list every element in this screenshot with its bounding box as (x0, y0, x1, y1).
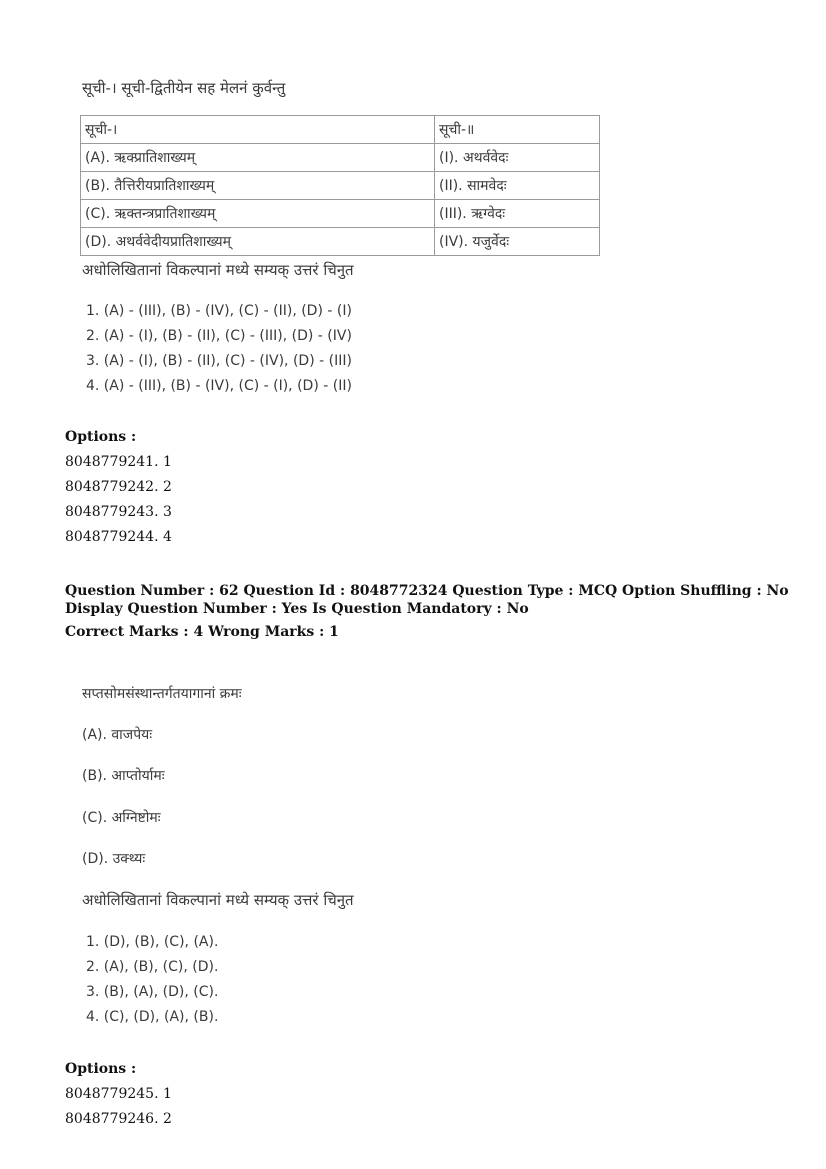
choice-item: 2. (A), (B), (C), (D). (86, 959, 219, 975)
option-item: 8048779242. 2 (65, 479, 172, 495)
question-2-instruction: अधोलिखितानां विकल्पानां मध्ये सम्यक् उत्तरं चिनुत (82, 891, 354, 909)
question-2-options (65, 1082, 172, 1132)
match-table (80, 115, 600, 256)
choice-item: 4. (A) - (III), (B) - (IV), (C) - (I), (D) - (II) (86, 378, 352, 394)
question-2-item-c: (C). अग्निष्टोमः (82, 810, 161, 826)
question-2-item-b: (B). आप्तोर्यामः (82, 768, 165, 784)
option-item: 8048779246. 2 (65, 1111, 172, 1127)
option-item: 8048779241. 1 (65, 454, 172, 470)
question-2-item-a: (A). वाजपेयः (82, 727, 153, 743)
question-2-meta-line-3: Correct Marks : 4 Wrong Marks : 1 (65, 624, 339, 640)
table-cell: (IV). यजुर्वेदः (435, 228, 600, 256)
question-1-options-label: Options : (65, 429, 137, 445)
choice-item: 2. (A) - (I), (B) - (II), (C) - (III), (D) - (IV) (86, 328, 352, 344)
table-header-row (81, 116, 600, 144)
table-row (81, 172, 600, 200)
table-cell: (B). तैत्तिरीयप्रातिशाख्यम् (81, 172, 435, 200)
option-item: 8048779243. 3 (65, 504, 172, 520)
choice-item: 1. (A) - (III), (B) - (IV), (C) - (II), (D) - (I) (86, 303, 352, 319)
table-cell: (A). ऋक्प्रातिशाख्यम् (81, 144, 435, 172)
question-1-choices (86, 299, 352, 399)
option-item: 8048779245. 1 (65, 1086, 172, 1102)
question-2-meta-line-2: Display Question Number : Yes Is Question Mandatory : No (65, 601, 529, 617)
choice-item: 3. (B), (A), (D), (C). (86, 984, 219, 1000)
question-2-choices (86, 930, 218, 1030)
table-cell: (C). ऋक्तन्त्रप्रातिशाख्यम् (81, 200, 435, 228)
question-1-options (65, 450, 172, 550)
table-cell: (III). ऋग्वेदः (435, 200, 600, 228)
table-row (81, 144, 600, 172)
table-cell: (II). सामवेदः (435, 172, 600, 200)
question-2-meta-line-1: Question Number : 62 Question Id : 8048772324 Question Type : MCQ Option Shuffling : No (65, 583, 789, 599)
question-2-options-label: Options : (65, 1061, 137, 1077)
choice-item: 1. (D), (B), (C), (A). (86, 934, 219, 950)
question-1-title: सूची-। सूची-द्वितीयेन सह मेलनं कुर्वन्तु (82, 79, 286, 97)
table-row (81, 200, 600, 228)
table-header-list-1: सूची-। (81, 116, 435, 144)
choice-item: 3. (A) - (I), (B) - (II), (C) - (IV), (D) - (III) (86, 353, 352, 369)
choice-item: 4. (C), (D), (A), (B). (86, 1009, 219, 1025)
question-1-instruction: अधोलिखितानां विकल्पानां मध्ये सम्यक् उत्तरं चिनुत (82, 261, 354, 279)
question-2-title: सप्तसोमसंस्थान्तर्गतयागानां क्रमः (82, 686, 242, 702)
option-item: 8048779244. 4 (65, 529, 172, 545)
table-row (81, 228, 600, 256)
table-cell: (I). अथर्ववेदः (435, 144, 600, 172)
question-2-item-d: (D). उक्थ्यः (82, 851, 146, 867)
table-header-list-2: सूची-॥ (435, 116, 600, 144)
table-cell: (D). अथर्ववेदीयप्रातिशाख्यम् (81, 228, 435, 256)
